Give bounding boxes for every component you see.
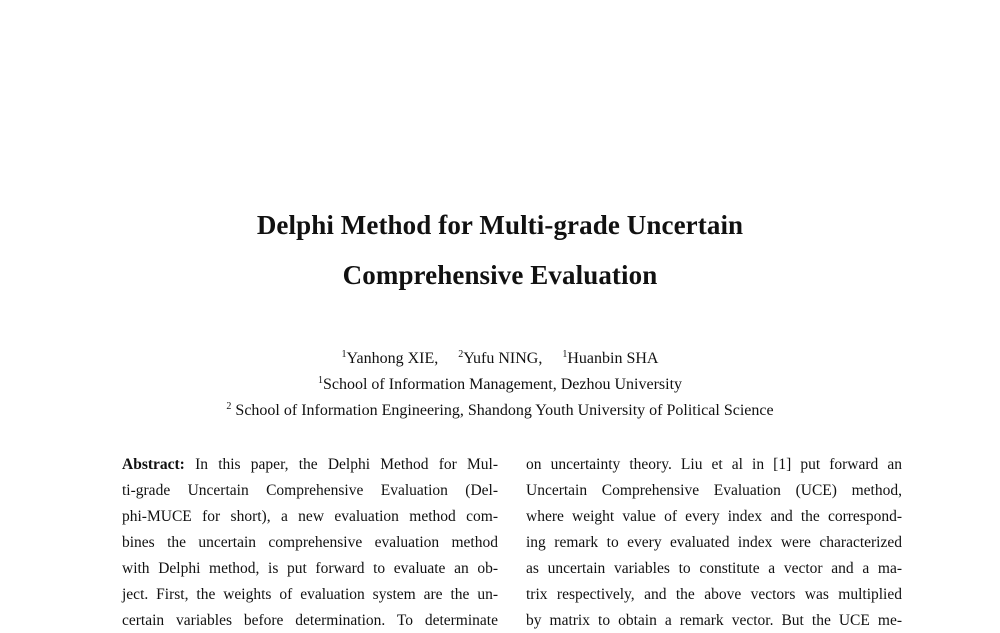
affiliation-1-sup: 1	[317, 375, 323, 386]
body-column-right	[526, 452, 902, 633]
left-line-1-text: In this paper, the Delphi Method for Mul-	[195, 456, 498, 473]
author-3	[562, 346, 658, 372]
author-2-name: Yufu NING,	[463, 350, 543, 367]
abstract-label: Abstract:	[122, 456, 185, 473]
affiliation-2-sup: 2	[226, 401, 232, 412]
affiliation-2	[0, 398, 1000, 424]
right-line-3: where weight value of every index and the correspond-	[526, 508, 902, 525]
affiliation-1-text: School of Information Management, Dezhou University	[322, 376, 683, 393]
title-line-2: Comprehensive Evaluation	[342, 260, 658, 290]
affiliation-2-text: School of Information Engineering, Shandong Youth University of Political Science	[235, 402, 774, 419]
left-line-6: ject. First, the weights of evaluation system are the un-	[122, 586, 498, 603]
affiliation-1	[0, 372, 1000, 398]
author-1	[342, 346, 439, 372]
right-line-5: as uncertain variables to constitute a vector and a ma-	[526, 560, 902, 577]
left-line-4: bines the uncertain comprehensive evaluation method	[122, 534, 498, 551]
left-line-2: ti-grade Uncertain Comprehensive Evaluation (Del-	[122, 482, 498, 499]
author-1-sup: 1	[341, 349, 347, 360]
left-line-1	[122, 452, 498, 478]
left-line-3: phi-MUCE for short), a new evaluation method com-	[122, 508, 498, 525]
author-3-name: Huanbin SHA	[567, 350, 659, 367]
author-2	[458, 346, 542, 372]
right-line-6: trix respectively, and the above vectors was multiplied	[526, 586, 902, 603]
right-line-7: by matrix to obtain a remark vector. But the UCE me-	[526, 612, 902, 629]
author-3-sup: 1	[562, 349, 568, 360]
left-line-7: certain variables before determination. To determinate	[122, 612, 498, 629]
author-1-name: Yanhong XIE,	[346, 350, 439, 367]
author-block	[0, 346, 1000, 424]
author-line	[0, 346, 1000, 372]
left-line-5: with Delphi method, is put forward to evaluate an ob-	[122, 560, 498, 577]
title-line-1: Delphi Method for Multi-grade Uncertain	[256, 210, 744, 240]
abstract-column-left	[122, 452, 498, 633]
paper-title	[0, 200, 1000, 300]
right-line-2: Uncertain Comprehensive Evaluation (UCE) method,	[526, 482, 902, 499]
author-2-sup: 2	[458, 349, 464, 360]
right-line-4: ing remark to every evaluated index were characterized	[526, 534, 902, 551]
right-line-1: on uncertainty theory. Liu et al in [1] put forward an	[526, 456, 902, 473]
